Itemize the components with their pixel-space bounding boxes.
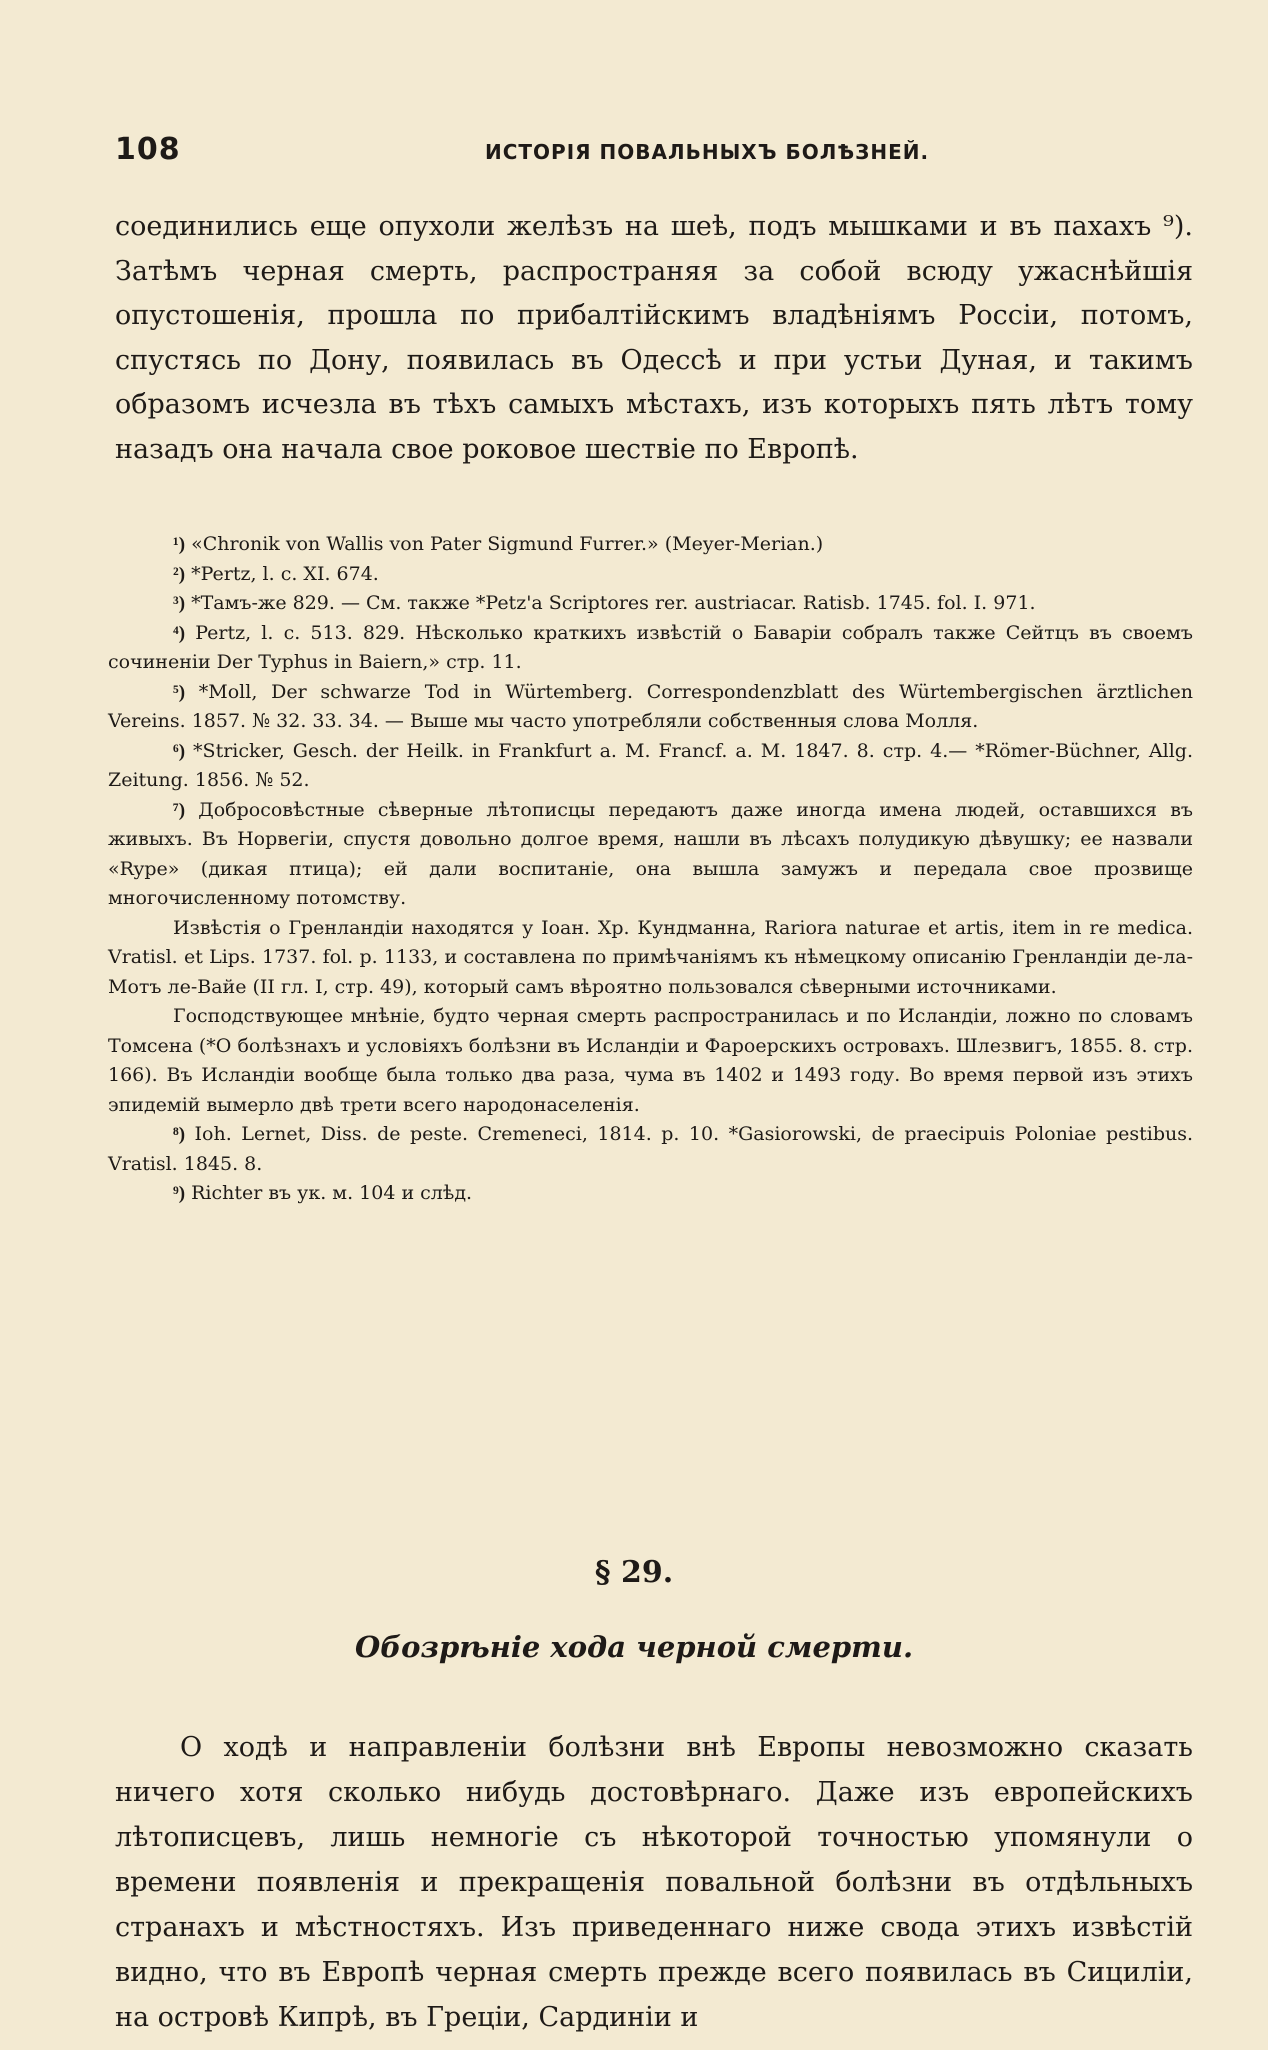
footnote-2: ²) *Pertz, l. c. XI. 674. <box>173 562 379 585</box>
footnote-7-iceland: Господствующее мнѣніе, будто черная смерть распространилась и по Исландіи, ложно по словамъ Томсена (*О болѣзнахъ и условіяхъ болѣзни въ Исландіи и Фароерскихъ островахъ. Шлезвигъ, 1855. 8. стр. 166). Въ Исландіи вообще была только два раза, чума въ 1402 и 1493 году. Во время первой изъ этихъ эпидемій вымерло двѣ трети всего народонаселенія. <box>108 1005 1193 1116</box>
footnote-5: ⁵) *Moll, Der schwarze Tod in Würtemberg. Correspondenzblatt des Würtembergischen ärztlichen Vereins. 1857. № 32. 33. 34. — Выше мы часто употребляли собственныя слова Молля. <box>108 680 1193 732</box>
page-number: 108 <box>115 132 181 167</box>
footnote-7-greenland: Извѣстія о Гренландіи находятся у Іоан. Хр. Кундманна, Rariora naturae et artis, item in re medica. Vratisl. et Lips. 1737. fol. p. 1133, и составлена по примѣчаніямъ къ нѣмецкому описанію Гренландіи де-ла-Мотъ ле-Вайе (II гл. I, стр. 49), который самъ вѣроятно пользовался сѣверными источниками. <box>108 916 1193 998</box>
footnote-7: ⁷) Добросовѣстные сѣверные лѣтописцы передаютъ даже иногда имена людей, оставшихся въ живыхъ. Въ Норвегіи, спустя довольно долгое время, нашли въ лѣсахъ полудикую дѣвушку; ее назвали «Rype» (дикая птица); ей дали воспитаніе, она вышла замужъ и передала свое прозвище многочисленному потомству. <box>108 798 1193 909</box>
footnote-8: ⁸) Ioh. Lernet, Diss. de peste. Cremeneci, 1814. p. 10. *Gasiorowski, de praecipuis Poloniae pestibus. Vratisl. 1845. 8. <box>108 1123 1194 1175</box>
footnote-9: ⁹) Richter въ ук. м. 104 и слѣд. <box>173 1182 473 1204</box>
section-title: Обозрѣніе хода черной смерти. <box>354 1630 914 1664</box>
footnotes <box>108 530 1193 1209</box>
section-number: § 29. <box>594 1555 674 1590</box>
running-title: ИСТОРІЯ ПОВАЛЬНЫХЪ БОЛѢЗНЕЙ. <box>485 140 930 164</box>
body-paragraph-top: соединились еще опухоли желѣзъ на шеѣ, подъ мышками и въ пахахъ ⁹). Затѣмъ черная смерть, распространяя за собой всюду ужаснѣйшія опустошенія, прошла по прибалтійскимъ владѣніямъ Россіи, потомъ, спустясь по Дону, появилась въ Одессѣ и при устьи Дуная, и такимъ образомъ исчезла въ тѣхъ самыхъ мѣстахъ, изъ которыхъ пять лѣтъ тому назадъ она начала свое роковое шествіе по Европѣ. <box>115 211 1193 465</box>
body-paragraph-bottom: О ходѣ и направленіи болѣзни внѣ Европы невозможно сказать ничего хотя сколько нибудь достовѣрнаго. Даже изъ европейскихъ лѣтописцевъ, лишь немногіе съ нѣкоторой точностью упомянули о времени появленія и прекращенія повальной болѣзни въ отдѣльныхъ странахъ и мѣстностяхъ. Изъ приведеннаго ниже свода этихъ извѣстій видно, что въ Европѣ черная смерть прежде всего появилась въ Сициліи, на островѣ Кипрѣ, въ Греціи, Сардиніи и <box>115 1732 1193 2033</box>
footnote-1: ¹) «Chronik von Wallis von Pater Sigmund Furrer.» (Meyer-Merian.) <box>173 533 824 555</box>
footnote-3: ³) *Тамъ-же 829. — См. также *Petz'a Scriptores rer. austriacar. Ratisb. 1745. fol. I. 971. <box>173 592 1036 614</box>
footnote-6: ⁶) *Stricker, Gesch. der Heilk. in Frankfurt a. M. Francf. a. M. 1847. 8. стр. 4.— *Römer-Büchner, Allg. Zeitung. 1856. № 52. <box>108 739 1193 791</box>
footnote-4: ⁴) Pertz, l. c. 513. 829. Нѣсколько краткихъ извѣстій о Баваріи собралъ также Сейтцъ въ своемъ сочиненіи Der Typhus in Baiern,» стр. 11. <box>108 621 1193 673</box>
page-header <box>115 132 1195 172</box>
